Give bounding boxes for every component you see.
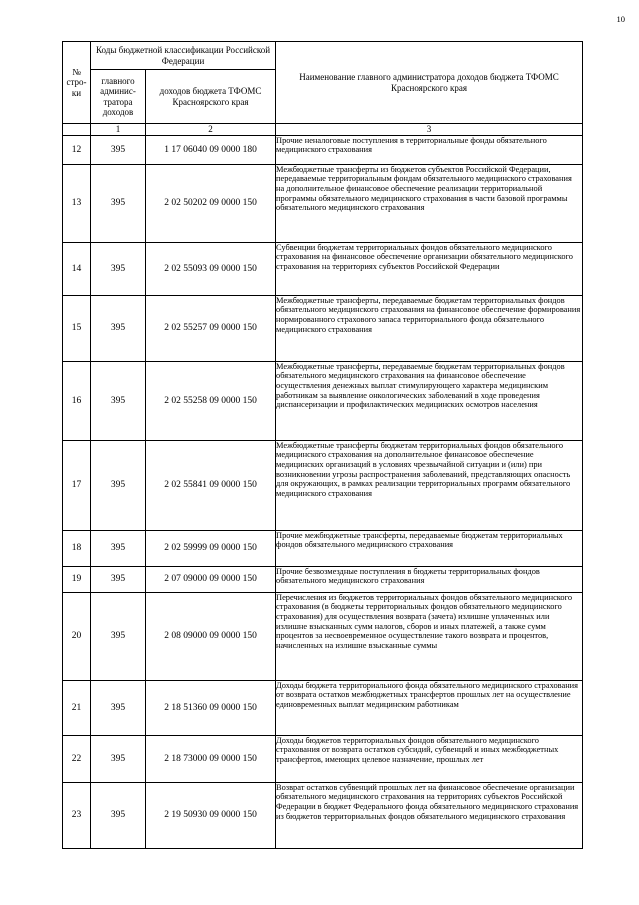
revenue-name: Перечисления из бюджетов территориальных фондов обязательного медицинского страхования (в бюджеты территориальных фондов обязательного медицинского страхования) для осуществления возврата (зачета) излишне уплаченных или излишне взысканных сумм налогов, сборов и иных платежей, а также сумм процентов за несвоевременное осуществление такого возврата и процентов, начисленных на излишне взысканные суммы bbox=[276, 592, 583, 680]
revenue-code: 2 02 59999 09 0000 150 bbox=[146, 530, 276, 566]
row-number: 13 bbox=[63, 164, 91, 242]
column-number-3: 3 bbox=[276, 124, 583, 136]
revenue-name: Прочие неналоговые поступления в территориальные фонды обязательного медицинского страхования bbox=[276, 135, 583, 164]
table-row bbox=[63, 530, 583, 566]
revenue-code: 2 18 73000 09 0000 150 bbox=[146, 735, 276, 782]
revenue-name: Доходы бюджетов территориальных фондов обязательного медицинского страхования от возврата остатков субсидий, субвенций и иных межбюджетных трансфертов, имеющих целевое назначение, прошлых лет bbox=[276, 735, 583, 782]
row-number: 12 bbox=[63, 135, 91, 164]
admin-code: 395 bbox=[91, 592, 146, 680]
table-header bbox=[63, 42, 583, 136]
admin-code: 395 bbox=[91, 782, 146, 848]
table-row bbox=[63, 680, 583, 735]
column-number-1: 1 bbox=[91, 124, 146, 136]
revenue-code-header: доходов бюджета ТФОМС Красноярского края bbox=[146, 70, 276, 124]
revenue-name: Межбюджетные трансферты из бюджетов субъектов Российской Федерации, передаваемые территориальным фондам обязательного медицинского страхования на дополнительное финансовое обеспечение реализации территориальной программы обязательного медицинского страхования в части базовой программы обязательного медицинского страхования bbox=[276, 164, 583, 242]
revenue-code: 2 02 55258 09 0000 150 bbox=[146, 361, 276, 440]
page-number: 10 bbox=[616, 14, 625, 24]
table-row bbox=[63, 361, 583, 440]
revenue-code: 1 17 06040 09 0000 180 bbox=[146, 135, 276, 164]
table-row bbox=[63, 735, 583, 782]
revenue-code: 2 02 55257 09 0000 150 bbox=[146, 295, 276, 361]
revenue-name: Прочие безвозмездные поступления в бюджеты территориальных фондов обязательного медицинского страхования bbox=[276, 566, 583, 592]
revenue-code: 2 19 50930 09 0000 150 bbox=[146, 782, 276, 848]
revenue-code: 2 07 09000 09 0000 150 bbox=[146, 566, 276, 592]
admin-code: 395 bbox=[91, 164, 146, 242]
revenue-name: Субвенции бюджетам территориальных фондов обязательного медицинского страхования на финансовое обеспечение организации обязательного медицинского страхования на территориях субъектов Российской Федерации bbox=[276, 242, 583, 295]
admin-code: 395 bbox=[91, 735, 146, 782]
admin-code: 395 bbox=[91, 530, 146, 566]
table-row bbox=[63, 164, 583, 242]
table-row bbox=[63, 782, 583, 848]
row-number-header: № стро-ки bbox=[63, 42, 91, 124]
admin-code: 395 bbox=[91, 440, 146, 530]
admin-code: 395 bbox=[91, 295, 146, 361]
revenue-code: 2 02 55093 09 0000 150 bbox=[146, 242, 276, 295]
row-number: 22 bbox=[63, 735, 91, 782]
row-number: 21 bbox=[63, 680, 91, 735]
column-number-blank bbox=[63, 124, 91, 136]
row-number: 16 bbox=[63, 361, 91, 440]
budget-revenue-table bbox=[62, 41, 583, 849]
admin-code: 395 bbox=[91, 361, 146, 440]
row-number: 20 bbox=[63, 592, 91, 680]
admin-code: 395 bbox=[91, 680, 146, 735]
row-number: 14 bbox=[63, 242, 91, 295]
table-row bbox=[63, 295, 583, 361]
revenue-name: Доходы бюджета территориального фонда обязательного медицинского страхования от возврата остатков межбюджетных трансфертов прошлых лет на осуществление единовременных выплат медицинским работникам bbox=[276, 680, 583, 735]
column-number-2: 2 bbox=[146, 124, 276, 136]
revenue-code: 2 08 09000 09 0000 150 bbox=[146, 592, 276, 680]
admin-code: 395 bbox=[91, 135, 146, 164]
codes-group-header: Коды бюджетной классификации Российской Федерации bbox=[91, 42, 276, 70]
table-row bbox=[63, 592, 583, 680]
row-number: 19 bbox=[63, 566, 91, 592]
row-number: 15 bbox=[63, 295, 91, 361]
row-number: 23 bbox=[63, 782, 91, 848]
admin-code: 395 bbox=[91, 242, 146, 295]
row-number: 18 bbox=[63, 530, 91, 566]
revenue-name: Прочие межбюджетные трансферты, передаваемые бюджетам территориальных фондов обязательного медицинского страхования bbox=[276, 530, 583, 566]
revenue-code: 2 02 55841 09 0000 150 bbox=[146, 440, 276, 530]
table-row bbox=[63, 440, 583, 530]
row-number: 17 bbox=[63, 440, 91, 530]
admin-code-header: главного админис-тратора доходов bbox=[91, 70, 146, 124]
table-row bbox=[63, 242, 583, 295]
revenue-code: 2 02 50202 09 0000 150 bbox=[146, 164, 276, 242]
table-row bbox=[63, 135, 583, 164]
revenue-name: Межбюджетные трансферты, передаваемые бюджетам территориальных фондов обязательного медицинского страхования на финансовое обеспечение формирования нормированного страхового запаса территориального фонда обязательного медицинского страхования bbox=[276, 295, 583, 361]
table-row bbox=[63, 566, 583, 592]
revenue-name: Межбюджетные трансферты, передаваемые бюджетам территориальных фондов обязательного медицинского страхования на финансовое обеспечение осуществления денежных выплат стимулирующего характера медицинским работникам за выявление онкологических заболеваний в ходе проведения диспансеризации и профилактических медицинских осмотров населения bbox=[276, 361, 583, 440]
revenue-code: 2 18 51360 09 0000 150 bbox=[146, 680, 276, 735]
revenue-name: Возврат остатков субвенций прошлых лет на финансовое обеспечение организации обязательного медицинского страхования на территориях субъектов Российской Федерации в бюджет Федерального фонда обязательного медицинского страхования из бюджетов территориальных фондов обязательного медицинского страхования bbox=[276, 782, 583, 848]
revenue-name: Межбюджетные трансферты бюджетам территориальных фондов обязательного медицинского страхования на дополнительное финансовое обеспечение медицинских организаций в условиях чрезвычайной ситуации и (или) при возникновении угрозы распространения заболеваний, представляющих опасность для окружающих, в рамках реализации территориальных программ обязательного медицинского страхования bbox=[276, 440, 583, 530]
administrator-name-header: Наименование главного администратора доходов бюджета ТФОМС Красноярского края bbox=[276, 42, 583, 124]
admin-code: 395 bbox=[91, 566, 146, 592]
